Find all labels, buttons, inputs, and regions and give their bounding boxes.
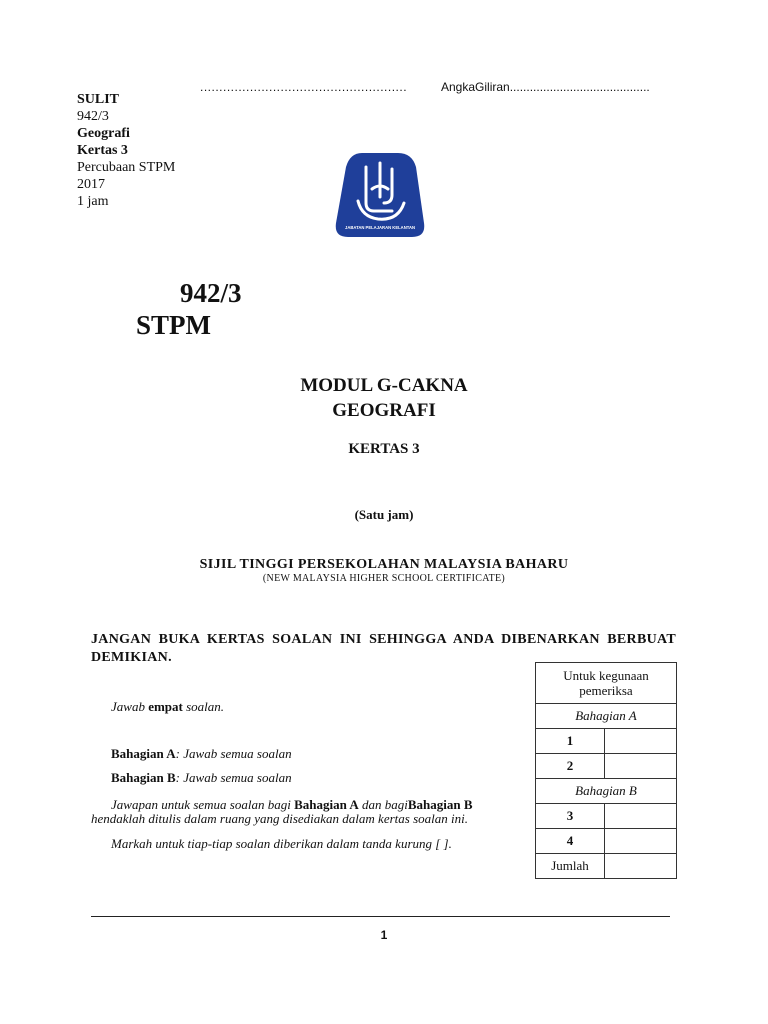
paper-info-block bbox=[77, 91, 175, 210]
question-number: 1 bbox=[536, 729, 605, 754]
certificate-title: SIJIL TINGGI PERSEKOLAHAN MALAYSIA BAHARU bbox=[199, 557, 569, 572]
examiner-use-table bbox=[535, 662, 677, 879]
mark-cell bbox=[605, 729, 677, 754]
instruction-text: soalan. bbox=[182, 699, 225, 714]
angka-giliran-label: AngkaGiliran bbox=[441, 80, 510, 94]
instruction-bold: empat bbox=[148, 699, 183, 714]
table-row bbox=[536, 804, 677, 829]
exam-duration: 1 jam bbox=[77, 194, 109, 209]
total-mark-cell bbox=[605, 854, 677, 879]
page-number: 1 bbox=[380, 928, 388, 942]
subject-name: Geografi bbox=[77, 126, 130, 141]
instruction-text: dan bagi bbox=[358, 797, 408, 812]
mark-cell bbox=[605, 754, 677, 779]
instruction-bold: Bahagian A bbox=[294, 797, 359, 812]
footer-divider bbox=[91, 916, 670, 917]
examiner-section-a: Bahagian A bbox=[536, 704, 677, 729]
module-title: MODUL G-CAKNA bbox=[300, 375, 468, 396]
subject-title: GEOGRAFI bbox=[332, 400, 436, 421]
table-row bbox=[536, 829, 677, 854]
paper-code-large: 942/3 bbox=[180, 278, 242, 308]
mark-cell bbox=[605, 804, 677, 829]
instruction-section-a bbox=[111, 746, 292, 762]
section-a-label: Bahagian A bbox=[111, 746, 176, 761]
exam-title-large: STPM bbox=[136, 310, 212, 340]
exam-year: 2017 bbox=[77, 177, 105, 192]
examiner-table-header: Untuk kegunaan pemeriksa bbox=[536, 663, 677, 704]
examiner-section-b: Bahagian B bbox=[536, 779, 677, 804]
certificate-title-english: (NEW MALAYSIA HIGHER SCHOOL CERTIFICATE) bbox=[262, 573, 506, 584]
table-row bbox=[536, 754, 677, 779]
mark-cell bbox=[605, 829, 677, 854]
total-label: Jumlah bbox=[536, 854, 605, 879]
angka-giliran-dots: .......................................... bbox=[509, 80, 650, 94]
angka-giliran-field bbox=[441, 80, 650, 94]
duration-title: (Satu jam) bbox=[354, 507, 414, 522]
instruction-answer-space-line2: hendaklah ditulis dalam ruang yang disediakan dalam kertas soalan ini. bbox=[91, 811, 468, 826]
instruction-section-b bbox=[111, 770, 292, 786]
exam-name: Percubaan STPM bbox=[77, 160, 176, 175]
question-number: 2 bbox=[536, 754, 605, 779]
question-number: 3 bbox=[536, 804, 605, 829]
section-b-label: Bahagian B bbox=[111, 770, 176, 785]
paper-code: 942/3 bbox=[77, 109, 109, 124]
sulit-label: SULIT bbox=[77, 92, 120, 107]
instruction-answer-count bbox=[111, 699, 224, 715]
instruction-text: Jawab bbox=[111, 699, 149, 714]
instruction-marks: Markah untuk tiap-tiap soalan diberikan dalam tanda kurung [ ]. bbox=[111, 836, 452, 851]
instruction-bold: Bahagian B bbox=[407, 797, 473, 812]
instruction-text: Jawapan untuk semua soalan bagi bbox=[111, 797, 295, 812]
logo-text: JABATAN PELAJARAN KELANTAN bbox=[344, 225, 416, 230]
question-number: 4 bbox=[536, 829, 605, 854]
name-dotted-line: ...................................................... bbox=[200, 80, 408, 94]
section-a-text: : Jawab semua soalan bbox=[175, 746, 292, 761]
jabatan-pelajaran-kelantan-logo bbox=[332, 145, 428, 249]
section-b-text: : Jawab semua soalan bbox=[175, 770, 292, 785]
do-not-open-warning: JANGAN BUKA KERTAS SOALAN INI SEHINGGA ANDA DIBENARKAN BERBUAT DEMIKIAN. bbox=[91, 632, 676, 665]
table-row bbox=[536, 854, 677, 879]
paper-title: KERTAS 3 bbox=[348, 441, 420, 457]
paper-number: Kertas 3 bbox=[77, 143, 128, 158]
table-row bbox=[536, 729, 677, 754]
